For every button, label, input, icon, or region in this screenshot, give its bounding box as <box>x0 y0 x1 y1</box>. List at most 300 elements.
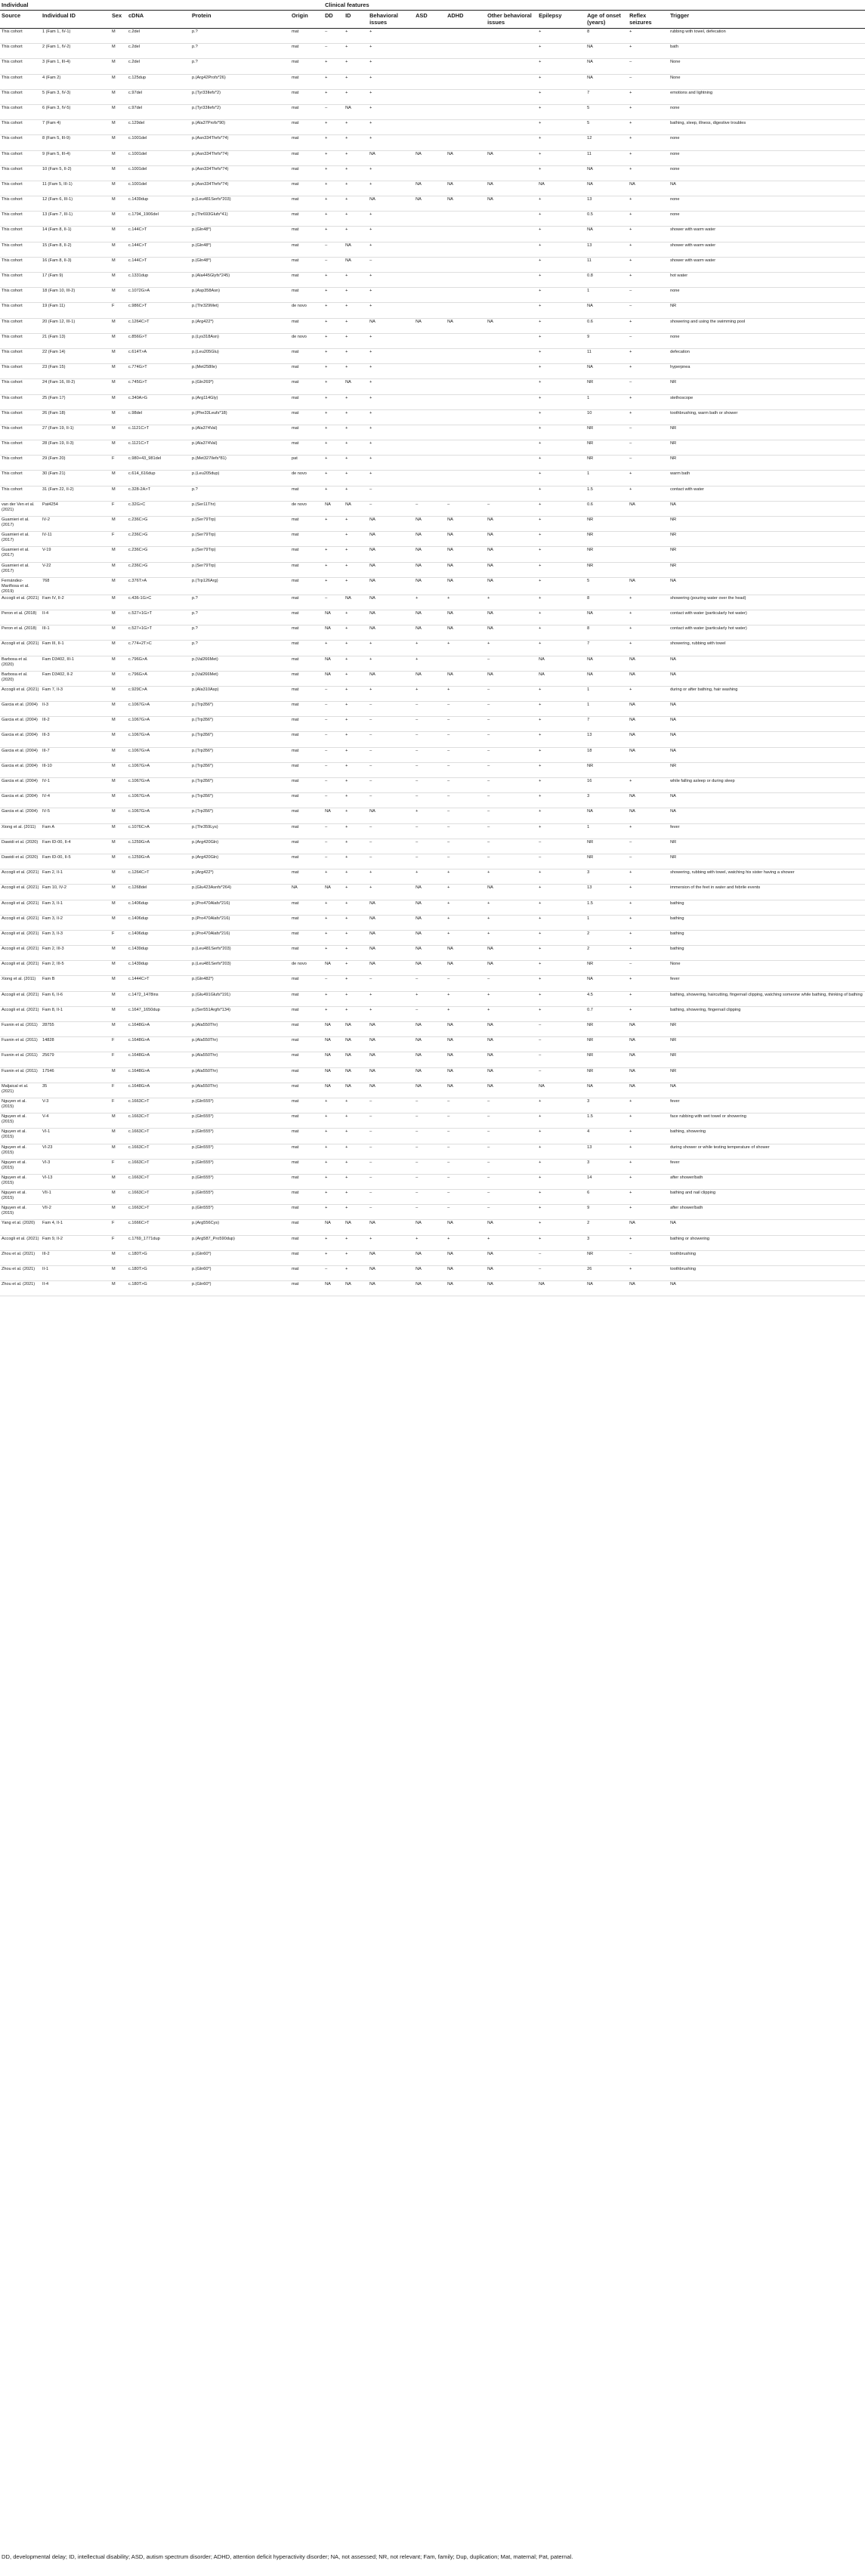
table-cell: NA <box>447 319 453 324</box>
table-cell: mat <box>292 578 299 583</box>
table-cell: + <box>369 365 372 370</box>
table-cell: 13 <box>587 197 592 202</box>
table-cell: c.1067G>A <box>128 794 150 799</box>
table-cell: p.(Asp358Asn) <box>192 289 221 294</box>
table-cell <box>414 29 446 44</box>
table-cell: – <box>416 733 419 738</box>
table-cell: Fam A <box>42 824 55 829</box>
table-cell: + <box>629 1175 632 1180</box>
table-cell: mat <box>292 242 299 248</box>
table-cell: Fam III, II-1 <box>42 641 64 647</box>
table-cell: + <box>345 779 348 783</box>
table-cell: – <box>369 748 372 753</box>
table-cell: while falling asleep or during sleep <box>670 779 735 783</box>
table-cell: – <box>539 1267 542 1271</box>
table-cell: NA <box>487 1053 493 1058</box>
table-cell <box>486 394 537 409</box>
table-cell: + <box>325 365 328 370</box>
table-cell: NA <box>629 794 635 799</box>
table-cell: NA <box>487 578 493 583</box>
table-cell: + <box>345 75 348 80</box>
table-cell: + <box>369 60 372 65</box>
table-cell: 7 (Fam 4) <box>42 121 61 126</box>
table-cell: c.1121C>T <box>128 441 150 446</box>
table-cell: c.236C>G <box>128 533 148 538</box>
table-cell: – <box>416 1191 419 1196</box>
column-header: Trigger <box>669 11 865 29</box>
table-row <box>0 1083 865 1098</box>
table-cell: c.1444C>T <box>128 977 150 982</box>
table-cell: + <box>325 425 328 431</box>
table-cell: p.(Val266Met) <box>192 672 218 677</box>
table-cell: de novo <box>292 962 307 967</box>
table-cell: + <box>325 304 328 309</box>
table-cell: NA <box>539 1282 545 1287</box>
table-cell: + <box>539 992 542 997</box>
table-cell: NA <box>587 60 593 65</box>
table-cell: Dawidi et al. (2020) <box>2 854 39 860</box>
table-cell: + <box>345 1007 348 1012</box>
table-cell: NA <box>670 1221 676 1226</box>
table-cell: NA <box>670 703 676 708</box>
table-cell: + <box>539 304 542 309</box>
table-cell: III-7 <box>42 748 50 753</box>
table-row <box>0 1098 865 1113</box>
table-row <box>0 854 865 869</box>
table-cell: III-1 <box>42 626 50 632</box>
table-cell: + <box>345 687 348 692</box>
table-cell: p.(Asn334Thrfs*74) <box>192 136 229 141</box>
table-row <box>0 547 865 562</box>
table-cell: – <box>416 824 419 829</box>
table-cell: c.614T>A <box>128 349 147 354</box>
table-cell: p.(Trp356*) <box>192 718 214 723</box>
table-cell <box>323 532 344 547</box>
table-cell: + <box>629 136 632 141</box>
table-cell: c.1067G>A <box>128 718 150 723</box>
table-row <box>0 471 865 486</box>
table-cell: M <box>112 258 116 263</box>
table-cell: – <box>447 1098 450 1104</box>
table-cell: + <box>539 977 542 982</box>
table-cell: None <box>670 60 681 65</box>
table-cell: + <box>325 1098 328 1104</box>
table-cell: mat <box>292 992 299 997</box>
table-cell <box>628 762 669 777</box>
table-cell <box>446 425 486 440</box>
table-cell: + <box>325 1206 328 1211</box>
table-row <box>0 303 865 318</box>
table-cell: Accogli et al. (2021) <box>2 962 39 967</box>
table-cell: + <box>345 365 348 370</box>
column-header-row <box>0 11 865 29</box>
table-cell: M <box>112 289 116 294</box>
table-cell: Fam 3, II-1 <box>42 900 63 906</box>
table-cell: Fam IV, II-2 <box>42 595 64 601</box>
table-cell: p.(Ala37Profs*90) <box>192 121 226 126</box>
table-cell: Accogli et al. (2021) <box>2 595 39 601</box>
table-cell: NA <box>447 151 453 156</box>
table-cell: 4 (Fam 2) <box>42 75 61 80</box>
table-cell: NA <box>369 947 375 952</box>
table-cell: This cohort <box>2 273 23 278</box>
table-cell: c.1264C>T <box>128 319 150 324</box>
table-cell <box>414 165 446 181</box>
table-cell: mat <box>292 1098 299 1104</box>
table-cell: NR <box>670 517 677 522</box>
table-cell: + <box>539 502 542 507</box>
table-cell: + <box>325 380 328 385</box>
table-cell: + <box>487 916 490 921</box>
table-cell: + <box>539 456 542 462</box>
table-cell <box>414 303 446 318</box>
table-cell: + <box>345 456 348 462</box>
table-cell: mat <box>292 854 299 860</box>
table-cell: NA <box>345 1053 351 1058</box>
table-cell: c.1663C>T <box>128 1144 150 1150</box>
table-cell: p.(Gln555*) <box>192 1144 214 1150</box>
table-cell: + <box>629 610 632 616</box>
table-cell: Fam 2, III-3 <box>42 947 64 952</box>
table-cell: Guarnieri et al. (2017) <box>2 517 29 527</box>
table-row <box>0 915 865 930</box>
table-cell: + <box>539 227 542 233</box>
table-cell: M <box>112 1175 116 1180</box>
table-cell: Peron et al. (2018) <box>2 610 37 616</box>
table-cell: + <box>629 1267 632 1271</box>
table-cell: + <box>539 824 542 829</box>
table-cell: + <box>539 794 542 799</box>
table-cell: – <box>369 794 372 799</box>
table-cell: – <box>416 763 419 768</box>
table-cell: – <box>487 1114 490 1120</box>
table-cell: + <box>369 90 372 95</box>
table-cell: fever <box>670 1160 680 1165</box>
table-cell: – <box>447 854 450 860</box>
table-cell: + <box>345 1267 348 1271</box>
table-cell: c.1076C>A <box>128 824 150 829</box>
table-cell: + <box>369 121 372 126</box>
table-cell: mat <box>292 1007 299 1012</box>
table-cell: M <box>112 733 116 738</box>
table-cell: – <box>416 794 419 799</box>
table-cell: M <box>112 1023 116 1027</box>
table-cell: NA <box>670 656 676 662</box>
table-row <box>0 839 865 854</box>
table-cell: + <box>325 1007 328 1012</box>
table-cell: Guarnieri et al. (2017) <box>2 563 29 573</box>
table-cell: NA <box>447 1267 453 1271</box>
table-cell: This cohort <box>2 60 23 65</box>
table-cell: 7 <box>587 90 590 95</box>
table-cell: c.2del <box>128 29 140 34</box>
table-cell: 2 <box>587 931 590 936</box>
table-cell: + <box>369 1236 372 1241</box>
table-cell: VI-23 <box>42 1144 53 1150</box>
table-cell <box>486 471 537 486</box>
table-cell: mat <box>292 931 299 936</box>
table-cell: This cohort <box>2 410 23 415</box>
table-cell: 0.6 <box>587 502 593 507</box>
table-cell <box>414 257 446 272</box>
table-cell: + <box>345 227 348 233</box>
table-cell <box>486 425 537 440</box>
table-cell: M <box>112 197 116 202</box>
table-cell: NA <box>447 197 453 202</box>
table-cell: NR <box>587 548 594 553</box>
table-row <box>0 747 865 762</box>
table-cell: showering (pouring water over the head) <box>670 595 746 601</box>
table-cell: NR <box>670 1023 677 1027</box>
table-cell <box>628 562 669 577</box>
table-cell: – <box>447 733 450 738</box>
table-cell: p.(Gln48*) <box>192 258 212 263</box>
table-cell: 10 (Fam 5, II-2) <box>42 166 72 171</box>
table-cell: c.1439dup <box>128 197 149 202</box>
table-cell: c.1663C>T <box>128 1175 150 1180</box>
table-cell: NR <box>670 854 677 860</box>
table-cell: NA <box>325 656 331 662</box>
table-cell: – <box>447 977 450 982</box>
table-cell: II-3 <box>42 703 49 708</box>
table-cell: pat <box>292 456 298 462</box>
table-cell: M <box>112 687 116 692</box>
table-cell: 4 <box>587 1129 590 1135</box>
table-cell: + <box>369 441 372 446</box>
table-cell: Accogli et al. (2021) <box>2 947 39 952</box>
table-cell: + <box>629 45 632 50</box>
table-cell: M <box>112 703 116 708</box>
table-cell: – <box>539 1038 542 1043</box>
table-cell: This cohort <box>2 136 23 141</box>
table-cell: M <box>112 1068 116 1073</box>
table-cell: This cohort <box>2 181 23 187</box>
table-cell: – <box>369 718 372 723</box>
table-cell: + <box>325 212 328 218</box>
table-cell: van der Ven et al. (2021) <box>2 502 35 512</box>
table-cell <box>414 379 446 394</box>
table-cell: + <box>539 687 542 692</box>
table-cell: + <box>629 931 632 936</box>
table-cell: mat <box>292 947 299 952</box>
table-cell: after shower/bath <box>670 1206 703 1211</box>
table-cell: NA <box>292 885 298 891</box>
table-cell: p.(Trp356*) <box>192 763 214 768</box>
table-cell <box>486 379 537 394</box>
table-cell: p.(Glu491Glufs*191) <box>192 992 230 997</box>
table-cell: + <box>629 1007 632 1012</box>
table-cell: M <box>112 1251 116 1256</box>
table-cell: + <box>325 1129 328 1135</box>
table-cell: – <box>487 779 490 783</box>
table-cell: Zhou et al. (2021) <box>2 1251 36 1256</box>
table-cell: – <box>447 794 450 799</box>
table-cell: NA <box>487 563 493 568</box>
table-cell: M <box>112 517 116 522</box>
table-cell: + <box>345 839 348 845</box>
table-cell <box>446 104 486 119</box>
table-cell: This cohort <box>2 304 23 309</box>
table-cell <box>446 471 486 486</box>
table-cell: – <box>487 794 490 799</box>
table-cell: contact with water (particularly hot water) <box>670 626 747 632</box>
table-cell: Fam 2, II-1 <box>42 870 63 876</box>
table-cell: + <box>325 121 328 126</box>
table-cell: 1 (Fam 1, IV-1) <box>42 29 71 34</box>
table-cell: – <box>416 1160 419 1165</box>
table-cell: – <box>416 1144 419 1150</box>
table-cell: + <box>629 687 632 692</box>
table-cell: + <box>325 916 328 921</box>
group-header-clinical: Clinical features <box>323 0 865 11</box>
table-cell: – <box>369 1175 372 1180</box>
table-cell: + <box>629 1191 632 1196</box>
table-cell <box>414 212 446 227</box>
table-cell: NA <box>447 533 453 538</box>
table-cell: – <box>487 1191 490 1196</box>
table-cell: 16 (Fam 8, II-3) <box>42 258 72 263</box>
table-cell: mat <box>292 319 299 324</box>
table-cell: mat <box>292 763 299 768</box>
table-cell: + <box>539 365 542 370</box>
table-cell: 9 (Fam 5, III-4) <box>42 151 70 156</box>
table-cell: + <box>325 60 328 65</box>
table-cell: bathing <box>670 947 684 952</box>
table-cell: mat <box>292 349 299 354</box>
table-cell: NA <box>587 304 593 309</box>
table-cell: – <box>487 718 490 723</box>
table-cell: p.(Gln555*) <box>192 1175 214 1180</box>
table-cell: c.1769_1771dup <box>128 1236 160 1241</box>
table-cell: mat <box>292 839 299 845</box>
table-cell: + <box>629 1098 632 1104</box>
table-cell: + <box>345 166 348 171</box>
table-footnote: DD, developmental delay; ID, intellectual disability; ASD, autism spectrum disorder; ADHD, attention deficit hyperactivity disorder; NA, not assessed; NR, not relevant; Fam, family; Dup, duplication; Mat, maternal; Pat, paternal. <box>2 2553 573 2560</box>
table-cell: + <box>447 641 450 647</box>
table-cell: p.(Pro470Alafs*216) <box>192 916 230 921</box>
table-cell: + <box>539 1144 542 1150</box>
table-cell: + <box>345 641 348 647</box>
table-cell: + <box>416 1236 419 1241</box>
table-cell: + <box>629 471 632 477</box>
table-cell: + <box>369 75 372 80</box>
table-cell: mat <box>292 136 299 141</box>
table-cell: NA <box>416 1038 422 1043</box>
table-cell: + <box>369 105 372 110</box>
table-cell: Fam D3402, III-1 <box>42 656 74 662</box>
table-cell: – <box>416 748 419 753</box>
table-cell: p.(Leu481Serfs*203) <box>192 947 231 952</box>
table-cell: + <box>629 151 632 156</box>
table-cell: 26 (Fam 18) <box>42 410 66 415</box>
table-cell: NA <box>487 181 493 187</box>
table-cell: M <box>112 395 116 400</box>
table-cell: c.1663C>T <box>128 1191 150 1196</box>
table-cell: + <box>539 1175 542 1180</box>
table-cell: mat <box>292 687 299 692</box>
table-cell: c.129del <box>128 121 145 126</box>
table-cell: + <box>539 75 542 80</box>
table-cell: + <box>539 441 542 446</box>
table-cell: – <box>416 779 419 783</box>
table-cell: – <box>629 304 632 309</box>
table-cell: Accogli et al. (2021) <box>2 931 39 936</box>
table-cell: p.(Ser11Thr) <box>192 502 216 507</box>
table-cell: p.(Ala374Val) <box>192 441 218 446</box>
table-cell: NR <box>587 1068 594 1073</box>
table-cell: NA <box>587 1282 593 1287</box>
table-cell: + <box>539 471 542 477</box>
table-cell: – <box>369 1206 372 1211</box>
table-cell: c.236C>G <box>128 548 148 553</box>
table-cell: Fam ID-00, II-4 <box>42 839 71 845</box>
table-cell: + <box>345 1160 348 1165</box>
table-cell: NA <box>416 1267 422 1271</box>
table-cell: – <box>487 748 490 753</box>
table-cell: NR <box>587 441 594 446</box>
table-cell: + <box>369 870 372 876</box>
table-cell: NA <box>670 1282 676 1287</box>
table-cell: + <box>447 931 450 936</box>
table-cell: NA <box>345 1221 351 1226</box>
table-cell: NA <box>487 1282 493 1287</box>
table-cell: contact with water <box>670 486 704 492</box>
table-cell: M <box>112 242 116 248</box>
table-cell: + <box>345 900 348 906</box>
table-cell: p.(Thr693Glufs*41) <box>192 212 228 218</box>
table-cell: + <box>447 1236 450 1241</box>
table-cell: NA <box>629 181 635 187</box>
table-cell: NA <box>487 626 493 632</box>
table-cell: NR <box>670 1053 677 1058</box>
table-cell: This cohort <box>2 227 23 233</box>
table-cell: p.(Asn334Thrfs*74) <box>192 166 229 171</box>
table-row <box>0 562 865 577</box>
table-cell: – <box>369 839 372 845</box>
table-cell: p.(Ser79Trp) <box>192 533 216 538</box>
table-cell: + <box>416 641 419 647</box>
table-cell: mat <box>292 533 299 538</box>
table-cell: c.796G>A <box>128 656 148 662</box>
table-cell: + <box>447 595 450 601</box>
column-header: Age of onset (years) <box>585 11 628 29</box>
table-cell: – <box>487 703 490 708</box>
table-cell: F <box>112 1038 115 1043</box>
table-cell: NR <box>670 1068 677 1073</box>
table-cell: p.(Asn334Thrfs*74) <box>192 181 229 187</box>
table-cell: 2 (Fam 1, IV-2) <box>42 45 71 50</box>
table-row <box>0 318 865 333</box>
table-cell: mat <box>292 380 299 385</box>
table-cell: p.(Arg556Cys) <box>192 1221 220 1226</box>
table-cell <box>446 74 486 89</box>
table-body <box>0 29 865 1296</box>
table-cell: + <box>369 641 372 647</box>
table-cell: + <box>345 1191 348 1196</box>
table-cell: p.(Ser551Argfs*134) <box>192 1007 230 1012</box>
table-cell: c.328-2A>T <box>128 486 151 492</box>
table-cell: M <box>112 45 116 50</box>
table-cell: + <box>539 641 542 647</box>
table-cell: + <box>325 441 328 446</box>
table-cell: 1.5 <box>587 486 593 492</box>
table-cell: NA <box>447 1251 453 1256</box>
table-cell <box>414 471 446 486</box>
table-cell: NR <box>670 548 677 553</box>
table-cell: + <box>325 197 328 202</box>
table-cell: hyperpnea <box>670 365 690 370</box>
table-cell: + <box>345 1251 348 1256</box>
